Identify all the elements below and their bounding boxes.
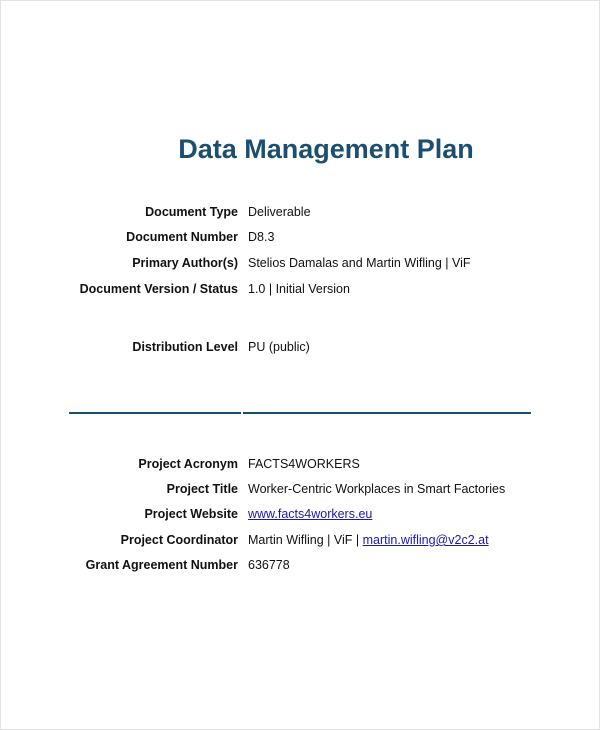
project-coordinator-value bbox=[248, 531, 489, 549]
project-website-value-wrap bbox=[248, 505, 372, 523]
document-type-value: Deliverable bbox=[248, 205, 311, 219]
primary-authors-row bbox=[1, 254, 600, 272]
project-coordinator-label: Project Coordinator bbox=[120, 533, 238, 547]
section-divider-right bbox=[243, 412, 531, 414]
project-coordinator-email-link[interactable]: martin.wifling@v2c2.at bbox=[362, 533, 489, 547]
project-website-label: Project Website bbox=[144, 507, 238, 521]
grant-agreement-value: 636778 bbox=[248, 558, 290, 572]
document-version-label: Document Version / Status bbox=[79, 282, 238, 296]
section-divider-left bbox=[69, 412, 241, 414]
document-type-row bbox=[1, 203, 600, 221]
primary-authors-label: Primary Author(s) bbox=[132, 256, 238, 270]
document-version-row bbox=[1, 280, 600, 298]
grant-agreement-row bbox=[1, 556, 600, 574]
project-coordinator-name: Martin Wifling | ViF | bbox=[248, 533, 363, 547]
project-title-row bbox=[1, 480, 600, 498]
primary-authors-value: Stelios Damalas and Martin Wifling | ViF bbox=[248, 256, 471, 270]
document-number-label: Document Number bbox=[126, 230, 238, 244]
project-title-value: Worker-Centric Workplaces in Smart Factories bbox=[248, 482, 506, 496]
project-website-link[interactable]: www.facts4workers.eu bbox=[248, 507, 373, 521]
project-title-label: Project Title bbox=[166, 482, 238, 496]
project-coordinator-row bbox=[1, 531, 600, 549]
project-acronym-value: FACTS4WORKERS bbox=[248, 457, 360, 471]
distribution-level-label: Distribution Level bbox=[132, 340, 238, 354]
document-version-value: 1.0 | Initial Version bbox=[248, 282, 350, 296]
document-title: Data Management Plan bbox=[178, 134, 474, 164]
document-type-label: Document Type bbox=[145, 205, 238, 219]
document-number-value: D8.3 bbox=[248, 230, 275, 244]
project-acronym-row bbox=[1, 455, 600, 473]
grant-agreement-label: Grant Agreement Number bbox=[85, 558, 238, 572]
project-website-row bbox=[1, 505, 600, 523]
document-number-row bbox=[1, 228, 600, 246]
project-acronym-label: Project Acronym bbox=[138, 457, 238, 471]
distribution-level-row bbox=[1, 338, 600, 356]
distribution-level-value: PU (public) bbox=[248, 340, 310, 354]
